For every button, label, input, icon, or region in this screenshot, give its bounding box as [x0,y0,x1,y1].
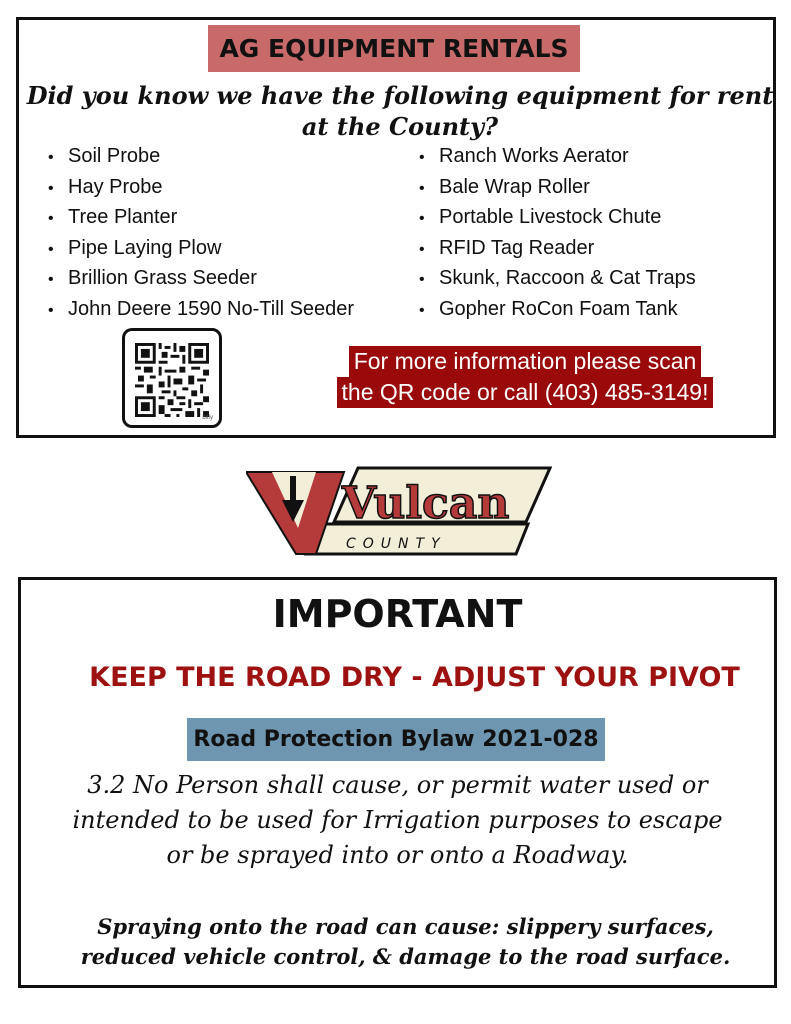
qr-code-icon [135,343,209,417]
list-item: • Skunk, Raccoon & Cat Traps [419,263,696,294]
logo-subtitle: COUNTY [346,536,447,552]
equipment-list-right [419,141,696,325]
intro-line-1: Did you know we have the following equipment for rent [26,81,774,110]
list-item: • Tree Planter [48,202,354,233]
list-item: • Soil Probe [48,141,354,172]
list-item: • Portable Livestock Chute [419,202,696,233]
contact-line-2: the QR code or call (403) 485-3149! [337,377,714,408]
notice-heading: IMPORTANT [272,592,523,636]
clause-line-2: intended to be used for Irrigation purposes to escape [72,806,723,834]
spray-warning [18,912,791,972]
qr-brand-mark: bitly [202,415,213,421]
list-item: • Ranch Works Aerator [419,141,696,172]
qr-code[interactable] [122,328,222,428]
list-item: • John Deere 1590 No-Till Seeder [48,294,354,325]
bylaw-badge: Road Protection Bylaw 2021-028 [187,718,605,761]
contact-info [300,346,750,408]
logo-wordmark: Vulcan [342,478,510,529]
bylaw-clause [18,768,777,873]
rentals-intro [20,80,780,142]
intro-line-2: at the County? [301,112,499,141]
list-item: • Brillion Grass Seeder [48,263,354,294]
vulcan-county-logo [246,466,552,556]
clause-line-3: or be sprayed into or onto a Roadway. [166,841,629,869]
list-item: • Pipe Laying Plow [48,233,354,264]
warning-line-1: Spraying onto the road can cause: slippery surfaces, [97,914,714,939]
warning-line-2: reduced vehicle control, & damage to the road surface. [80,944,731,969]
clause-line-1: 3.2 No Person shall cause, or permit water used or [87,771,708,799]
list-item: • Gopher RoCon Foam Tank [419,294,696,325]
contact-line-1: For more information please scan [349,346,702,377]
notice-subheading: KEEP THE ROAD DRY - ADJUST YOUR PIVOT [89,662,740,693]
rentals-title: AG EQUIPMENT RENTALS [208,25,580,72]
list-item: • Hay Probe [48,172,354,203]
equipment-list-left [48,141,354,325]
list-item: • Bale Wrap Roller [419,172,696,203]
list-item: • RFID Tag Reader [419,233,696,264]
